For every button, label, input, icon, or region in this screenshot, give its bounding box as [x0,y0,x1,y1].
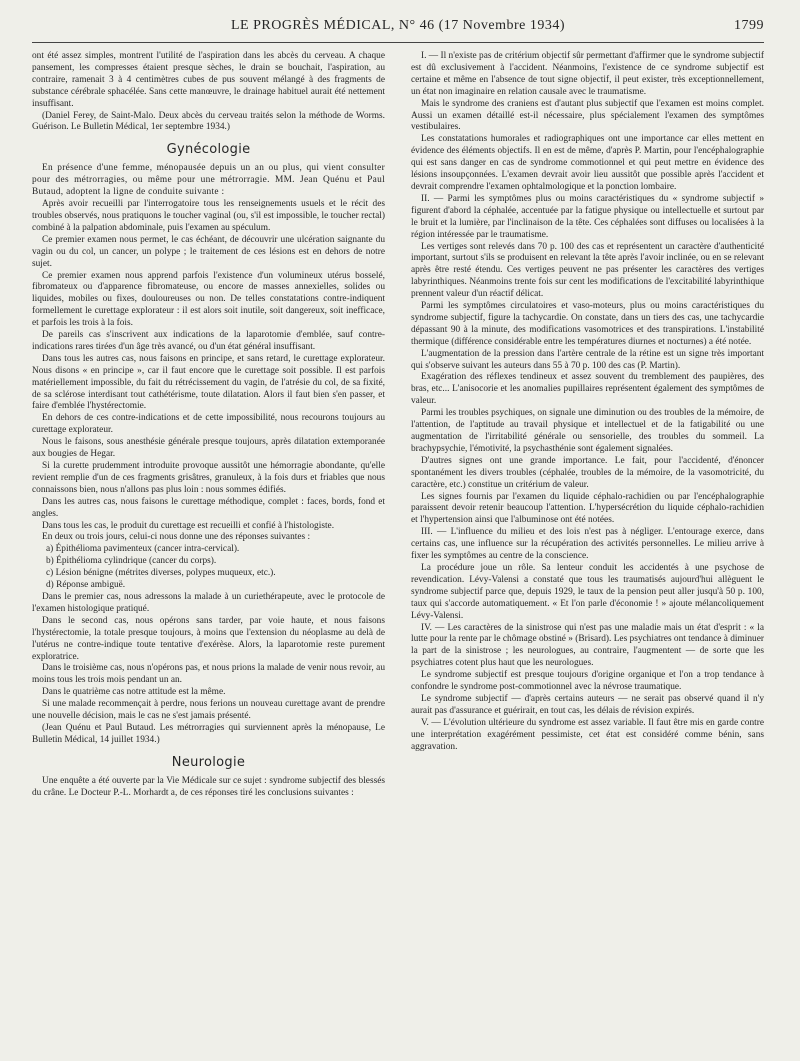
paragraph: Ce premier examen nous apprend parfois l'existence d'un volumineux utérus bosselé, fibromateux ou d'apparence fibromateuse, ou encore de masses annexielles, solides ou liquides, mobiles ou fixes, douloureuses ou non. De telles constatations contre-indiquent formellement le curettage explorateur : il est alors soit inutile, soit dangereux, soit inefficace, et parfois les trois à la fois. [32,270,385,329]
lead-paragraph: En présence d'une femme, ménopausée depuis un an ou plus, qui vient consulter pour des métrorragies, ou même pour une métrorragie. MM. Jean Quénu et Paul Butaud, adoptent la ligne de conduite suivante : [32,163,385,198]
paragraph: Les signes fournis par l'examen du liquide céphalo-rachidien ou par l'encéphalographie paraissent devoir retenir beaucoup l'attention. L'hypersécrétion du liquide céphalo-rachidien et l'hypertension ainsi que l'albuminose ont été notées. [411,491,764,526]
paragraph: Si une malade recommençait à perdre, nous ferions un nouveau curettage avant de prendre une nouvelle décision, mais le cas ne s'est jamais présenté. [32,699,385,722]
list-item: c) Lésion bénigne (métrites diverses, polypes muqueux, etc.). [46,568,276,579]
paragraph: Nous le faisons, sous anesthésie générale presque toujours, après dilatation extemporanée aux bougies de Hegar. [32,437,385,460]
paragraph: Les constatations humorales et radiographiques ont une importance car elles mettent en évidence des éléments objectifs. Il en est de même, d'après P. Martin, pour l'encéphalographie qui est sans danger en cas de syndrome commotionnel et qui peut mettre en évidence des lésions insoupçonnées. L'examen devrait avoir lieu aussitôt que possible après l'accident et devrait comprendre l'examen ophtalmologique et la ponction lombaire. [411,134,764,192]
paragraph: I. — Il n'existe pas de critérium objectif sûr permettant d'affirmer que le syndrome subjectif est dû exclusivement à l'accident. Néanmoins, l'existence de ce syndrome subjectif est certaine et même en l'absence de tout signe objectif, il peut exister, très exceptionnellement, un état non imaginaire en relation causale avec le traumatisme. [411,51,764,97]
two-column-body [32,51,764,800]
paragraph: L'augmentation de la pression dans l'artère centrale de la rétine est un signe très important qui s'observe suivant les auteurs dans 55 à 70 p. 100 des cas (P. Martin). [411,348,764,371]
right-column [411,51,764,800]
left-column [32,51,385,800]
paragraph: Dans les autres cas, nous faisons le curettage méthodique, complet : faces, bords, fond et angles. [32,496,385,519]
list-item: b) Épithélioma cylindrique (cancer du corps). [46,556,217,567]
paragraph: Dans tous les cas, le produit du curettage est recueilli et confié à l'histologiste. [42,520,335,531]
section-heading: Gynécologie [166,142,251,158]
paragraph: (Jean Quénu et Paul Butaud. Les métrorragies qui surviennent après la ménopause, Le Bulletin Médical, 14 juillet 1934.) [32,722,385,745]
paragraph: En dehors de ces contre-indications et de cette impossibilité, nous recourons toujours au curettage explorateur. [32,413,385,436]
section-heading: Neurologie [171,754,246,770]
paragraph: En deux ou trois jours, celui-ci nous donne une des réponses suivantes : [42,532,311,543]
paragraph: D'autres signes ont une grande importance. Le fait, pour l'accidenté, d'énoncer spontanément les divers troubles (céphalée, troubles de la mémoire, de la vasomotricité, du caractère, etc.) constitue un critérium de valeur. [411,455,764,490]
paragraph: Une enquête a été ouverte par la Vie Médicale sur ce sujet : syndrome subjectif des blessés du crâne. Le Docteur P.-L. Morhardt a, de ces réponses tiré les conclusions suivantes : [32,775,385,798]
paragraph: Les vertiges sont relevés dans 70 p. 100 des cas et représentent un caractère d'authenticité important, surtout s'ils se produisent en relevant la tête après l'avoir inclinée, ou en se relevant après être resté étendu. Ces vertiges peuvent ne pas présenter les caractères des vertiges labyrinthiques. Néanmoins trente fois sur cent les modifications de l'excitabilité labyrinthique prennent valeur d'un réactif délicat. [411,241,764,300]
running-header [32,18,764,40]
paragraph: Dans le second cas, nous opérons sans tarder, par voie haute, et nous faisons l'hystérectomie, la totale presque toujours, à moins que l'extension du néoplasme au delà de l'utérus ne contre-indique toute tentative d'exérèse. Alors, la laparotomie reste purement exploratrice. [32,615,385,662]
paragraph: La procédure joue un rôle. Sa lenteur conduit les accidentés à une psychose de revendication. Lévy-Valensi a constaté que tous les traumatisés aujourd'hui allèguent le syndrome subjectif parce que, depuis 1929, le taux de la pension peut aller jusqu'à 50 p. 100, taux qui s'accorde automatiquement. « Et l'on parle d'économie ! » ajoute mélancoliquement Lévy-Valensi. [411,562,764,621]
page-number: 1799 [734,18,764,33]
paragraph: Mais le syndrome des craniens est d'autant plus subjectif que l'examen est moins complet. Aussi un examen détaillé est-il nécessaire, plus spécialement l'examen des symptômes vestibulaires. [411,98,764,133]
paragraph: Si la curette prudemment introduite provoque aussitôt une hémorragie abondante, qu'elle revient remplie d'un de ces fragments grisâtres, granuleux, à la fois durs et friables que nous connaissons bien, nous n'allons pas plus loin : nous sommes édifiés. [32,461,385,495]
list-item: d) Réponse ambiguë. [46,580,126,591]
paragraph: Parmi les symptômes circulatoires et vaso-moteurs, plus ou moins caractéristiques du syndrome subjectif, figure la tachycardie. On constate, dans un tiers des cas, une tachycardie dépassant 90 à la minute, des modifications vasomotrices et des transpirations. L'instabilité thermique (différence considérable entre les températures diurnes et nocturnes) a été notée. [411,301,764,347]
paragraph: Après avoir recueilli par l'interrogatoire tous les renseignements usuels et le récit des troubles observés, nous pratiquons le toucher vaginal (ou, s'il est impossible, le toucher rectal) combiné à la palpation abdominale, puis l'examen au spéculum. [32,199,385,233]
paragraph: Ce premier examen nous permet, le cas échéant, de découvrir une ulcération saignante du vagin ou du col, un cancer, un polype ; le traitement de ces lésions est en dehors de notre sujet. [32,234,385,269]
paragraph: De pareils cas s'inscrivent aux indications de la laparotomie d'emblée, sauf contre-indications rares tirées d'un âge très avancé, ou d'un état général insuffisant. [32,330,385,352]
paragraph: Le syndrome subjectif — d'après certains auteurs — ne serait pas observé quand il n'y aurait pas d'assurance et guérirait, en tout cas, les délais de révision expirés. [411,693,764,716]
journal-title: LE PROGRÈS MÉDICAL, N° 46 (17 Novembre 1934) [230,18,566,33]
paragraph: Parmi les troubles psychiques, on signale une diminution ou des troubles de la mémoire, de l'attention, de l'aptitude au travail physique et intellectuel et de la fatigabilité ou une augmentation de l'irritabilité générale ou sensorielle, des troubles du sommeil. La brachypsychie, l'émotivité, la psychasthénie sont également signalées. [411,408,764,454]
paragraph: ont été assez simples, montrent l'utilité de l'aspiration dans les abcès du cerveau. A chaque pansement, les compresses étaient presque sèches, le drain se bouchait, l'aspiration, au contraire, ramenait 3 à 4 centimètres cubes de pus souvent mélangé à des fragments de substance cérébrale sphacélée. Sans cette manœuvre, le drainage habituel aurait été nettement insuffisant. [32,51,385,109]
paragraph: Dans le troisième cas, nous n'opérons pas, et nous prions la malade de venir nous revoir, au moins tous les trois mois pendant un an. [32,663,385,686]
paragraph: Dans le quatrième cas notre attitude est la même. [42,687,226,698]
paragraph: II. — Parmi les symptômes plus ou moins caractéristiques du « syndrome subjectif » figurent d'abord la céphalée, accentuée par la fatigue physique ou intellectuelle et surtout par le bruit et la lumière, par l'inclinaison de la tête. Ces céphalées sont diffuses ou localisées à la région intéressée par le traumatisme. [411,193,764,240]
paragraph: V. — L'évolution ultérieure du syndrome est assez variable. Il faut être mis en garde contre une interprétation exagérément pessimiste, cet état est considéré comme bénin, sans aggravation. [411,717,764,752]
paragraph: Le syndrome subjectif est presque toujours d'origine organique et l'on a trop tendance à confondre le syndrome post-commotionnel avec la névrose traumatique. [411,670,764,693]
paragraph: (Daniel Ferey, de Saint-Malo. Deux abcès du cerveau traités selon la méthode de Worms. Guérison. Le Bulletin Médical, 1er septembre 1934.) [32,110,385,133]
paragraph: Dans le premier cas, nous adressons la malade à un curiethérapeute, avec le protocole de l'examen histologique pratiqué. [32,591,385,614]
paragraph: III. — L'influence du milieu et des lois n'est pas à négliger. L'entourage exerce, dans certains cas, une influence sur la récupération des activités personnelles. Le milieu arrive à fixer les symptômes au centre de la conscience. [411,527,764,562]
list-item: a) Épithélioma pavimenteux (cancer intra-cervical). [46,544,240,555]
paragraph: Dans tous les autres cas, nous faisons en principe, et sans retard, le curettage explorateur. Nous disons « en principe », car il faut encore que le curettage soit possible. Il est parfois matériellement impossible, du fait du rétrécissement du vagin, de l'atrésie du col, de sa fixité, de sa sclérose interdisant tout cathétérisme, toute dilatation. Alors il faut bien s'en passer, et faire d'emblée l'hystérectomie. [32,353,385,412]
header-rule [32,42,764,43]
paragraph: Exagération des réflexes tendineux et assez souvent du tremblement des paupières, des bras, etc... L'anisocorie et les anomalies pupillaires représentent également des symptômes de valeur. [411,372,764,407]
paragraph: IV. — Les caractères de la sinistrose qui n'est pas une maladie mais un état d'esprit : « la lutte pour la rente par le chômage obstiné » (Brisard). Les psychiatres ont tendance à diminuer la part de la sinistrose ; les neurologues, au contraire, l'augmentent — de sorte que les psychiatres cotent plus haut que les neurologues. [411,622,764,669]
